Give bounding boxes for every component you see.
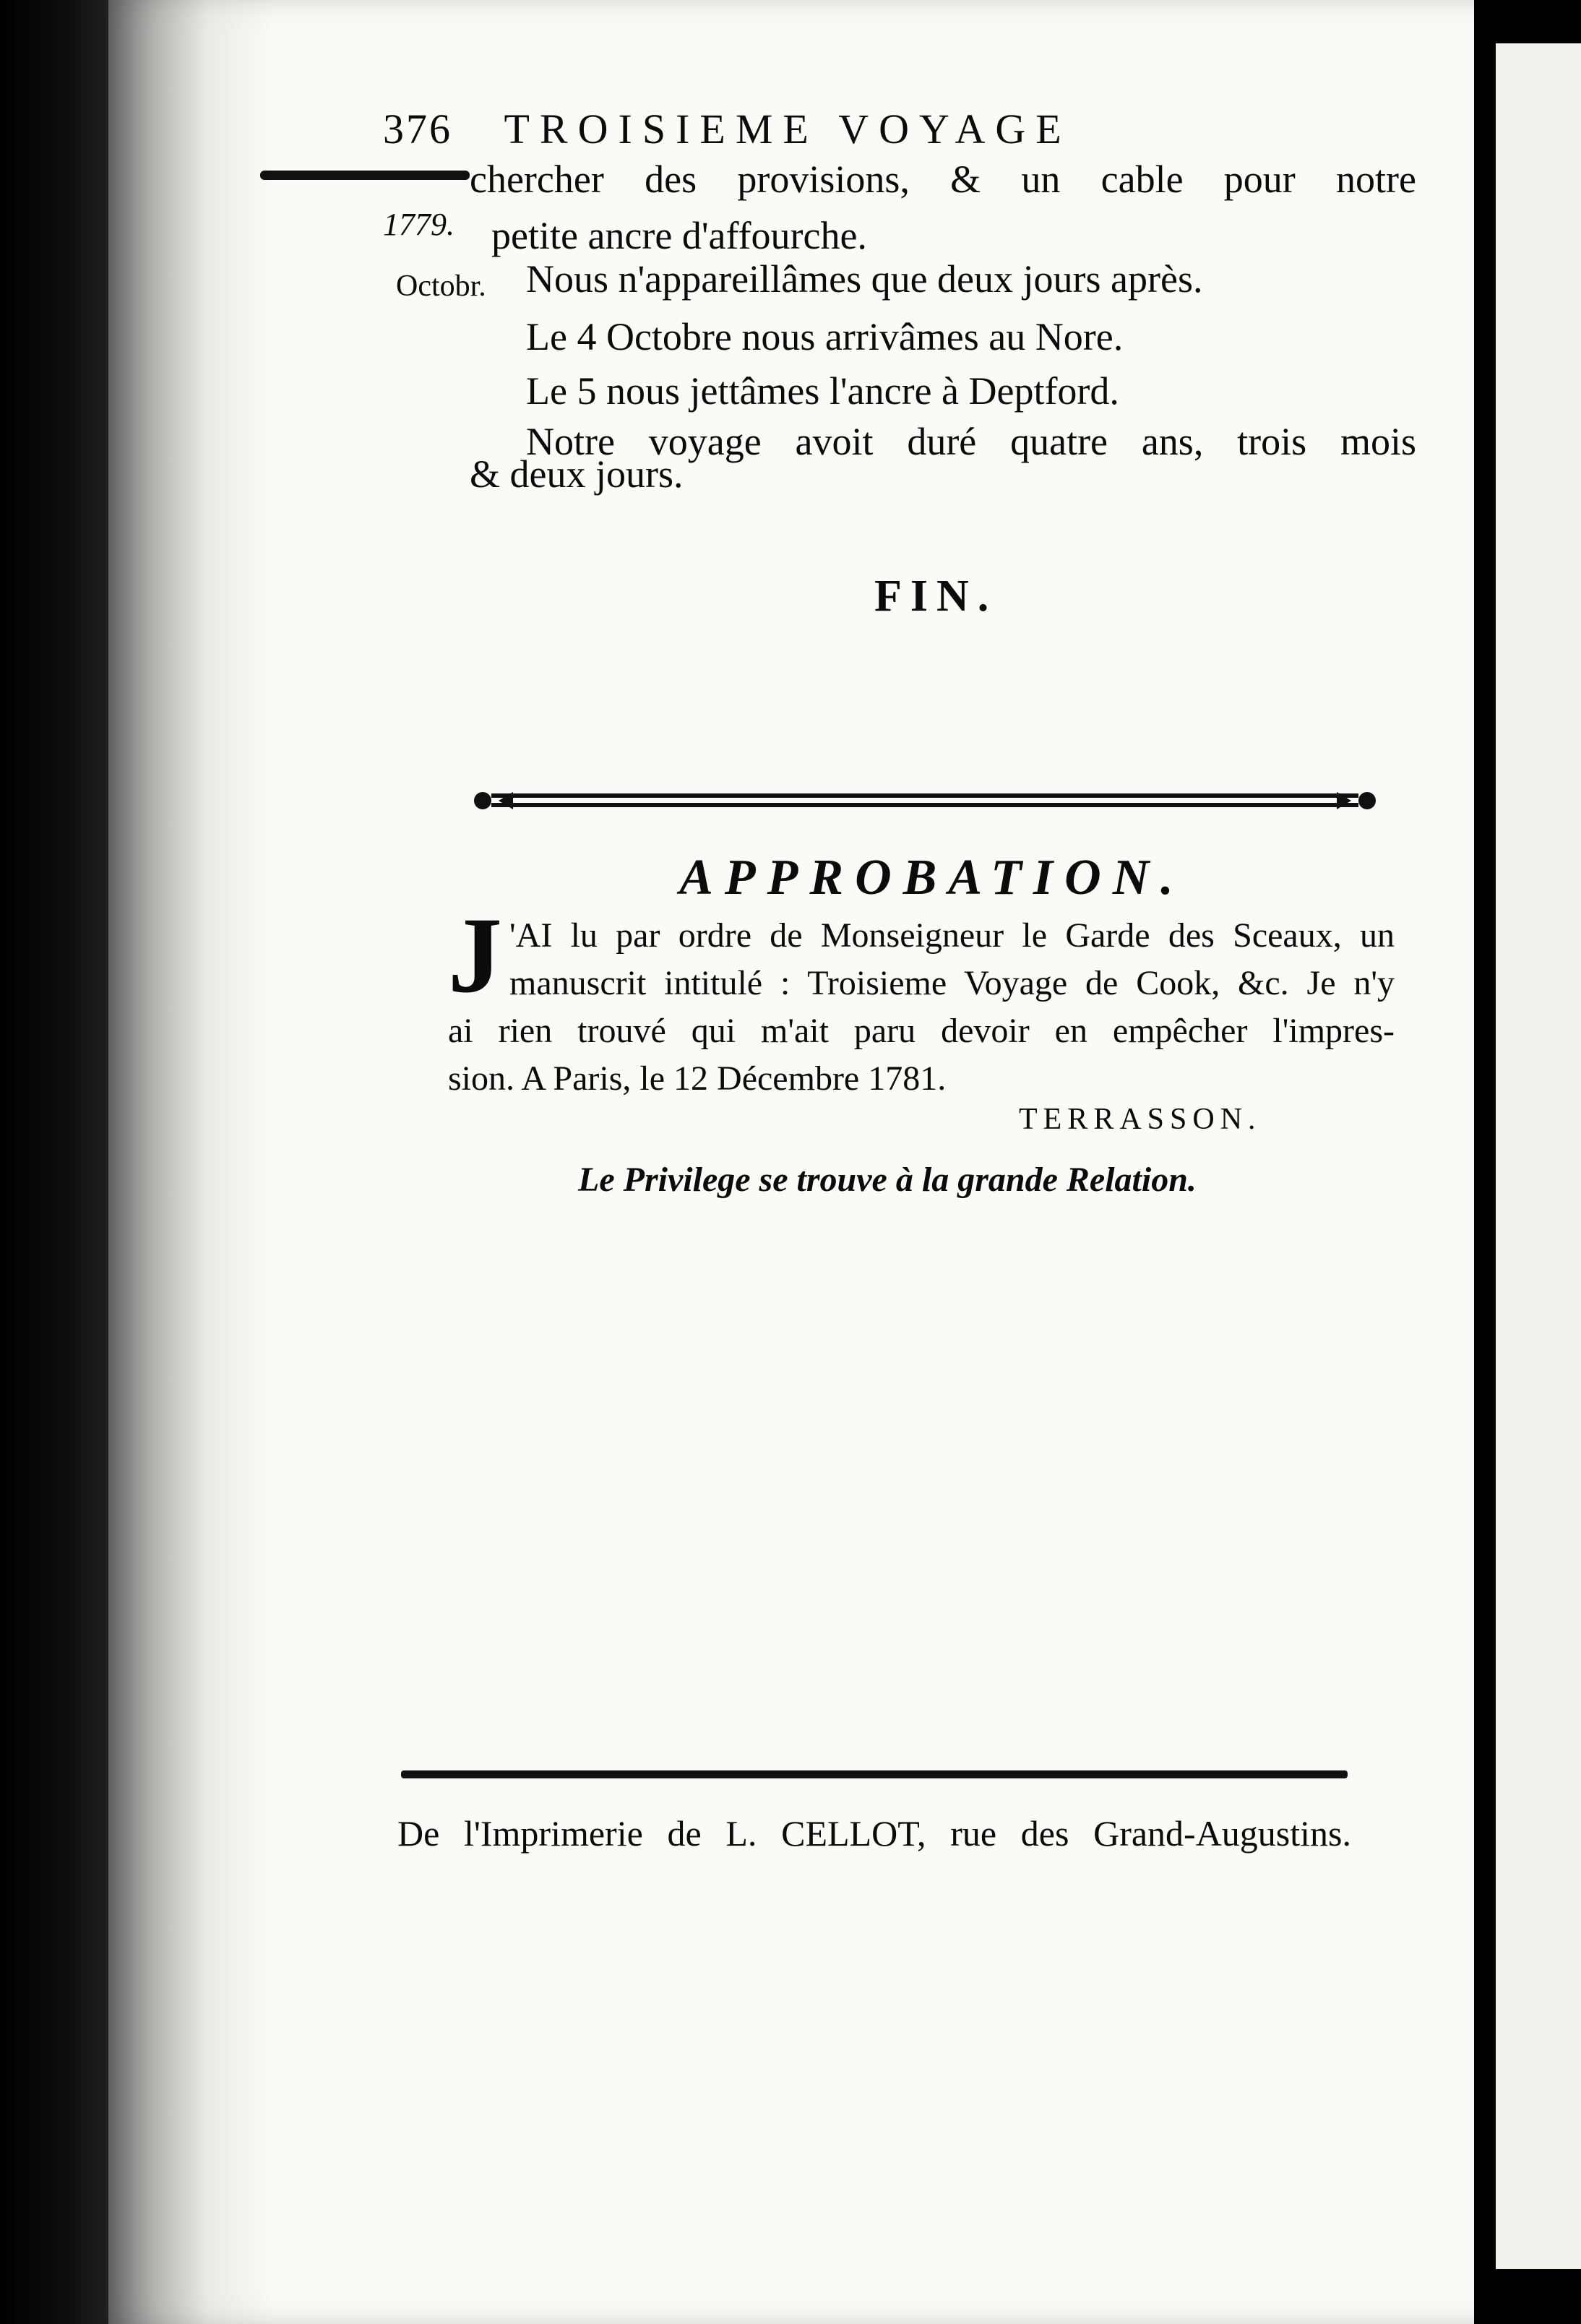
bottom-rule [401,1770,1348,1778]
running-header [383,105,1344,153]
running-title: TROISIEME VOYAGE [504,106,1072,152]
approbation-line-4: sion. A Paris, le 12 Décembre 1781. [448,1059,947,1098]
body-line-5: Le 5 nous jettâmes l'ancre à Deptford. [526,369,1119,413]
approbation-title: APPROBATION. [679,850,1185,905]
privilege-note: Le Privilege se trouve à la grande Relation. [578,1161,1197,1199]
printer-imprint: De l'Imprimerie de L. CELLOT, rue des Grand-Augustins. [397,1813,1351,1854]
body-line-1: chercher des provisions, & un cable pour notre [470,158,1416,201]
page-number: 376 [383,106,452,152]
body-line-3: Nous n'appareillâmes que deux jours après. [526,257,1203,301]
body-line-4: Le 4 Octobre nous arrivâmes au Nore. [526,315,1124,358]
approbation-text [448,895,1395,1103]
margin-month: Octobr. [396,270,486,303]
fin-heading: FIN. [874,572,998,621]
margin-year: 1779. [383,207,455,242]
binding-shadow [108,0,275,2324]
margin-rule [260,171,470,180]
drop-cap: J [448,895,502,1015]
approbation-line-3: ai rien trouvé qui m'ait paru devoir en empêcher l'impres- [448,1012,1395,1050]
book-edge-dark [0,0,108,2324]
approbation-line-1: 'AI lu par ordre de Monseigneur le Garde des Sceaux, un [509,916,1395,955]
approbation-line-2: manuscrit intitulé : Troisieme Voyage de Cook, &c. Je n'y [509,964,1395,1002]
body-line-2: petite ancre d'affourche. [491,214,867,257]
facing-page-edge [1496,43,1581,2269]
body-line-7: & deux jours. [470,452,684,496]
ornamental-divider [470,786,1380,815]
censor-signature: TERRASSON. [1019,1103,1262,1136]
body-line-6: Notre voyage avoit duré quatre ans, trois mois [526,420,1416,463]
gutter-dark [1474,0,1496,2324]
